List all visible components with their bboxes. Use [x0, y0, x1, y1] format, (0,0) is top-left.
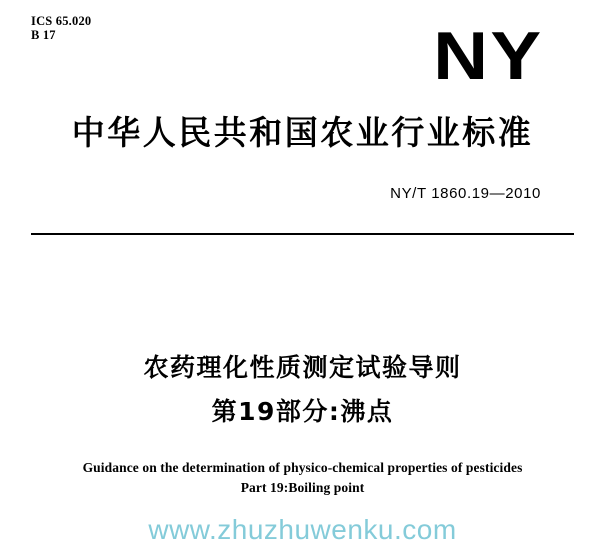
ics-class-code: B 17 [31, 28, 56, 42]
ny-logo: NY [432, 18, 543, 94]
document-title-en-line1: Guidance on the determination of physico-chemical properties of pesticides [82, 460, 523, 475]
document-title-en-line2: Part 19:Boiling point [240, 480, 365, 495]
ics-classification-block [31, 14, 91, 42]
watermark-text: www.zhuzhuwenku.com [148, 514, 457, 545]
standard-number: NY/T 1860.19—2010 [390, 185, 541, 202]
standard-authority-title: 中华人民共和国农业行业标准 [71, 113, 534, 152]
document-title-cn-line1: 农药理化性质测定试验导则 [143, 353, 462, 382]
document-title-cn-line2: 第19部分:沸点 [211, 397, 394, 426]
header-divider [31, 233, 574, 235]
ics-code: ICS 65.020 [31, 14, 92, 28]
document-title-en [0, 458, 605, 498]
